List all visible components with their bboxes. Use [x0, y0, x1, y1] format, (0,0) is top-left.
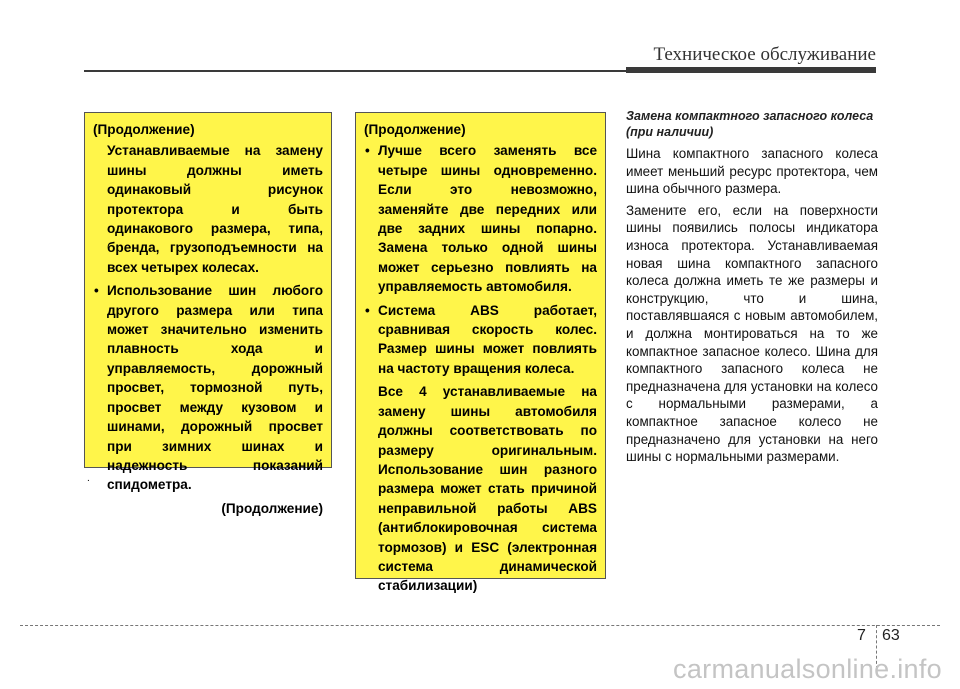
section-title: Замена компактного запасного колеса (при наличии) — [626, 109, 874, 139]
section-paragraph: Шина компактного запасного колеса имеет меньший ресурс протектора, чем шина обычного размера. — [626, 146, 878, 197]
header-rule — [84, 70, 630, 72]
header-rule-accent — [626, 67, 876, 73]
page-header-title: Техническое обслуживание — [653, 44, 876, 65]
section-paragraph: Замените его, если на поверхности шины появились полосы индикатора износа протектора. Устанавливаемая новая шина компактного запасного колеса должна иметь те же размеры и конструкцию, что и шина, поставлявшаяся с новым автомобилем, и должна монтироваться на то же компактное запасное колесо. Шина для компактного запасного колеса не предназначена для установки на колесо с нормальными размерами, а компактное запасное колесо не предназначено для установки на него шины с нормальными размерами. — [626, 202, 878, 465]
note-paragraph: Устанавливаемые на замену шины должны иметь одинаковый рисунок протектора и быть одинакового размера, типа, бренда, грузоподъемности на всех четырех колесах. — [107, 143, 323, 275]
page-number: 63 — [882, 627, 900, 644]
note-box-left — [84, 112, 332, 516]
note-paragraph: Все 4 устанавливаемые на замену шины автомобиля должны соответствовать по размеру оригинальным. Использование шин разного размера может стать причиной неправильной работы ABS (антиблокировочная система тормозов) и ESC (электронная система динамической стабилизации) — [378, 384, 597, 594]
section-compact-spare — [626, 108, 878, 470]
note-bullet: • Система ABS работает, сравнивая скорость колес. Размер шины может повлиять на частоту вращения колеса. — [364, 301, 597, 379]
note-bullet: • Использование шин любого другого размера или типа может значительно изменить плавность хода и управляемость, дорожный просвет, тормозной путь, просвет между кузовом и шинами, дорожный просвет при зимних шинах и надежность показаний спидометра. — [93, 281, 323, 494]
note-bullet: • Лучше всего заменять все четыре шины одновременно. Если это невозможно, заменяйте две передних или две задних шины попарно. Замена только одной шины может серьезно повлиять на управляемость автомобиля. — [364, 141, 597, 296]
continued-label-top: (Продолжение) — [93, 122, 195, 137]
note-box-middle — [355, 112, 606, 594]
watermark: carmanualsonline.info — [673, 654, 942, 684]
chapter-number: 7 — [857, 627, 866, 644]
footer-rule — [20, 625, 940, 626]
stray-dot: . — [87, 473, 90, 484]
continued-label-top: (Продолжение) — [364, 122, 466, 137]
continued-label-bottom: (Продолжение) — [221, 500, 323, 516]
